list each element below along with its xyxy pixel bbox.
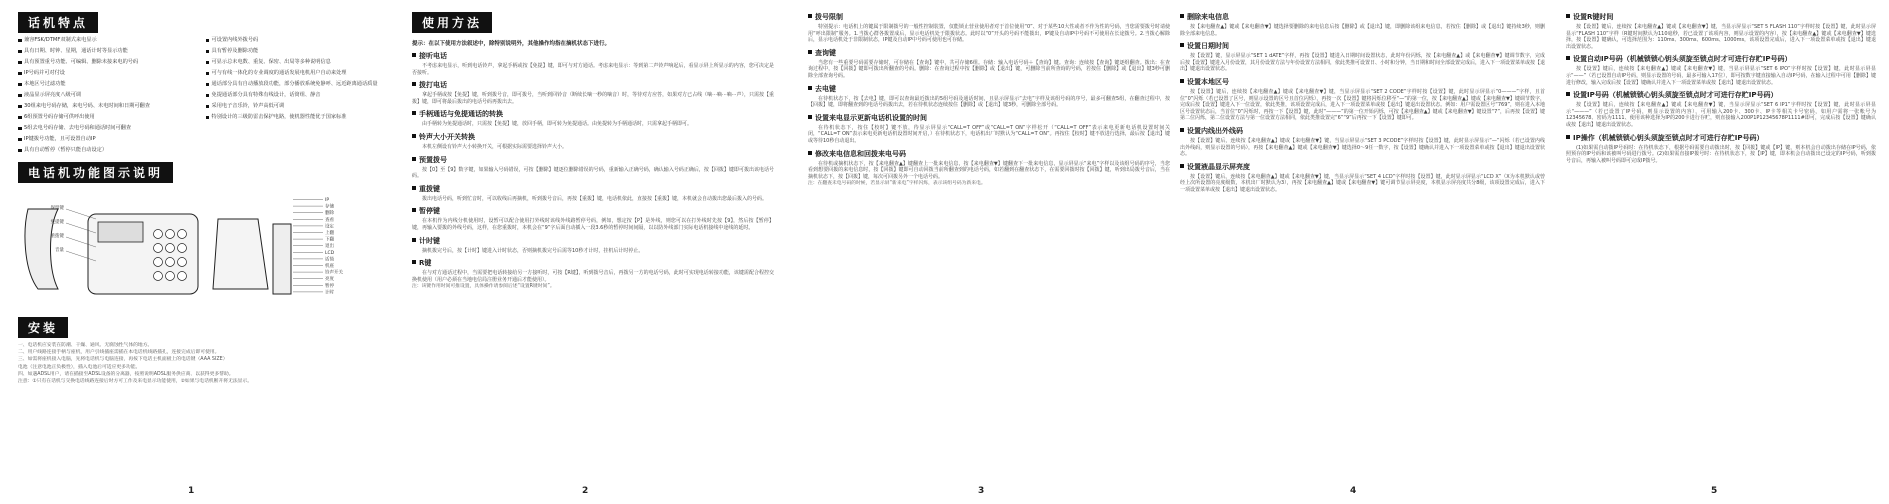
column-4: [1180, 8, 1545, 496]
install-note: 二、用户线路连接手柄与座机，用户引线插座需插在本电话机线路插孔，连接完成后即可使用。: [18, 350, 220, 356]
feature-item: 具有暂停及删除功能: [206, 48, 384, 55]
section-title: 设置来电显示更新电话机设置的时间: [808, 113, 1170, 123]
section-body: 在待机或摘机状态下，按【来电翻查▲】键翻查上一批来电信息，按【来电翻查▼】键翻查下一批来电信息，显示屏显示“来电”字样以及该组号码的序号，当您看到想要回拨的来电信息时，按【回拨】键即可自动回拨当前所翻查到的电话号码，如若翻到在翻查状态下，在需要回拨时按【回拨】键，听到出局拨号音后，当在摘机状态下，按【回拨】键，每次可回拨另外一个电话号码。: [808, 160, 1170, 180]
usage-sections: [412, 51, 774, 283]
diagram-label: 设定: [325, 224, 334, 230]
section-title: IP操作（机械锁锁心钥头须旋至锁点时才可进行存贮IP号码）: [1566, 133, 1876, 143]
keypad-button: [166, 272, 175, 281]
section-body: 按【来电翻查▲】键或【来电翻查▼】键选择要删除的来电信息后按【删除】或【退出】键，即删除该组来电信息，若按住【删除】或【退出】键持续3秒，则删除全部来电信息。: [1180, 24, 1545, 37]
install-notes: [18, 343, 383, 385]
diagram-label: 重拨键: [50, 234, 64, 239]
section-title: 铃声大小开关转换: [412, 132, 774, 142]
section-title: 设置液晶显示屏亮度: [1180, 162, 1545, 172]
page-number-2: 2: [582, 486, 589, 496]
feature-item: 本地区号过滤功能: [18, 81, 196, 88]
section-body: 由手柄转为免提通话时，只需按【免提】键，放回手柄，即可转为免提通话。由免提转为手柄通话时，只需拿起手柄即可。: [422, 121, 693, 128]
col5-sections: [1566, 12, 1876, 164]
feature-item: IP号码并可对付设: [18, 70, 196, 77]
feature-item: 兼容FSK/DTMF双制式来电显示: [18, 37, 196, 44]
section-body: (1)如果需自动拨IP号码时：在待机状态下，根据号码需要自动拨出时，按【回拨】键或【IP】键，则本机会自动拨出存储在IP号码，依照预存的IP号码和该被叫号码进行拨号。(2)如果需直接IP拨号时：在待机状态下，按【IP】键，即本机会自动拨出已设定的IP号码，听到拨号音后，再输入被叫号码即可完成IP拨号。: [1566, 144, 1876, 164]
section-body: 拿起手柄或按【免提】键，听到拨号音，即可拨号，当听到回铃音（断续长嘀一秒的嘀音）时，等待对方应答，如果对方已占线（嘀···嘀···嘀···声），只需按【重拨】键，即可将最后拨出的电话号码再拨出去。: [412, 92, 774, 105]
section-title: 拨打电话: [412, 80, 774, 90]
section-title: 计时键: [412, 236, 774, 246]
lcd-shape: [98, 222, 143, 242]
section-body: 本机左侧设有铃声大小转换开关，可根据实际需要选择铃声大小。: [422, 143, 568, 150]
section-body: 特别提示：电话机上的键属于限制拨号的一般性控制装置，仅能锁止营业使用者对于首位使用“0”、对于某些10大性或者不作为性的号码，当您需要拨号时请使用“呼出限制”服务。1.当拨心群各拨置成后，显示电话机处于限拨状态。此时以“0”开头的号码不能拨出，IP键及自动IP中号码不可使用在长途拨号。2.当拨心解除后，显示电话机处于非限制状态，IP键及自动IP中号码可使用也可存储。: [808, 24, 1170, 44]
diagram-label: 保留键: [50, 206, 64, 211]
diagram-label: 删除: [325, 211, 334, 217]
diagram-label: 退出: [325, 244, 334, 250]
section-title: 设置本地区号: [1180, 77, 1545, 87]
feature-item: 具有自动暂停（暂停只能自动设定）: [18, 147, 196, 154]
keypad-button: [178, 272, 187, 281]
feature-item: 可与有线一体化的专业调度的通话发展电机用户自动来处理: [206, 70, 384, 77]
section-body: 当您有一些重要号码需要存储时，可存储在【查询】键中，共可存储6组。存储：输入电话号码＋【查询】键。查询：连续按【查询】键逐组翻查。拨出：在查询过程中，按【回拨】键即可拨出所翻查的号码。删除：在查询过程中按【删除】或【退出】键，可删除当前所查询的号码，若按住【删除】或【退出】键3秒可删除全部查询号码。: [808, 59, 1170, 79]
features-left-list: [18, 37, 196, 158]
section-title: 手柄通话与免提通话的转换: [412, 109, 774, 119]
diagram-label: 话筒: [325, 257, 334, 263]
install-banner: 安装: [18, 317, 68, 338]
section-body: 在待机状态下，按【去电】键，即可以查询最近拨出的5组号码及通话时间，且显示屏显示“去电”字样及该组号码的序号，最多可翻查5组，在翻查过程中，按【回拨】键，即将翻查到的电话号码拨出去，若在待机状态连续按住【删除】或【退出】键3秒，可删除全部号码。: [808, 95, 1170, 109]
section-title: 修改来电信息和回拨来电号码: [808, 149, 1170, 159]
section-body: 不考虑来电显示，听到电话铃声，拿起手柄或按【免提】键，即可与对方通话。考虑来电显示：等到第二声铃声响起后，看显示屏上所显示的内容，您可决定是否接听。: [412, 63, 774, 76]
column-2: [412, 8, 774, 496]
keypad-button: [154, 244, 163, 253]
keypad-button: [154, 272, 163, 281]
section-title: 设置内线出外线码: [1180, 126, 1545, 136]
keypad-button: [178, 244, 187, 253]
section-body: 按【0】至【9】数字键，如果输入号码错误，可按【删除】键逐位删除错误的号码，重新输入正确号码，确认输入号码正确后，按【回拨】键即可拨出该电话号码。: [412, 166, 774, 180]
section-body: 按【设置】键，显示屏显示“SET 1 dATE”字样，再按【设置】键进入日期时间设置状态，此时年份闪烁，按【来电翻查▲】或【来电翻查▼】键调节数字，完成后按【设置】键进入月份设置，其月份设置方法与年份设置方法相同，依此类推可设置日、小时和分钟，当日期和时间全部设置完成后，进入下一项设置菜单或按【退出】键退出设置状态。: [1180, 53, 1545, 73]
diagram-label: 暂停: [325, 283, 334, 289]
section-body: 按【设置】键后，连续按【来电翻查▲】键或【来电翻查▼】键，当显示屏显示“SET 6 IPO”字样时按【设置】键，此时显示屏显示“——”（若已设置自动IP号码，则显示设置的号码，最多可输入17位），即可按数字键直接输入自动IP号码，在输入过程中可用【删除】键进行修改，输入完成后按【设置】键确认并进入下一项设置菜单或按【退出】键退出设置状态。: [1566, 66, 1876, 86]
section-title: 预置拨号: [412, 155, 774, 165]
usage-banner: 使用方法: [412, 12, 492, 33]
section-title: 删除来电信息: [1180, 12, 1545, 22]
diagram-label: 计时: [325, 290, 334, 296]
diagram-label: 存储: [325, 204, 334, 210]
section-body: 按【设置】键后，连续按【来电翻查▲】键或【来电翻查▼】键，当显示屏显示“SET 4 LCD”字样时按【设置】键，此时显示屏显示“LCD X”（X为本机默认或曾经上次所设置的亮度级数，本机出厂时默认为3），再按【来电翻查▲】键或【来电翻查▼】键可调节显示屏亮度，本机显示屏亮度共分8级，该项设置完成后，进入下一项设置菜单或按【退出】键退出设置状态。: [1180, 173, 1545, 193]
col3-note: 注：在翻查未电号码的时候，若显示屏“新来电”字样闪烁，表示该组号码为新来电。: [808, 181, 986, 187]
page-number-1: 1: [188, 486, 195, 496]
feature-item: 可设置内线外拨号码: [206, 37, 384, 44]
diagram-label: 机座: [325, 264, 334, 269]
feature-item: 5组去电号码存储、去电号码和通话时间可翻查: [18, 125, 196, 132]
features-grid: [18, 37, 383, 158]
diagram-label: 音量: [55, 248, 64, 253]
diagram-label: 亮度: [325, 277, 334, 283]
feature-item: 6组预置号码存储可供呼出使用: [18, 114, 196, 121]
page-number-5: 5: [1711, 486, 1718, 496]
feature-item: 30组来电号码存储，来电号码、未电时间和日期可翻查: [18, 103, 196, 110]
keypad-button: [154, 258, 163, 267]
column-3: [808, 8, 1170, 496]
column-1: [18, 8, 383, 496]
phone-diagram-svg: [18, 189, 358, 309]
feature-item: IP键拨号功能，且可设置自动IP: [18, 136, 196, 143]
section-body: 按【设置】键后，连续按【来电翻查▲】键或【来电翻查▼】键，当显示屏显示“SET 2 CODE”字样时按【设置】键，此时显示屏显示“0———”字样，且首位“0”闪烁（若已设置了区号，则显示设置的区号且首位闪烁），再按一次【设置】键将闪烁位移至“—”的第一位，按【来电翻查▲】键或【来电翻查▼】键调节数字，完成后按【设置】键进入下一位设置，依此类推，该项设置完成后，进入下一项设置菜单或按【退出】键退出设置状态。例如：用户需设置区号“769”，则在进入本地区号设置状态后，当首位“0”闪烁时，再按一下【设置】键，此时“———”的第一位开始闪烁，可按【来电翻查▲】键或【来电翻查▼】键设置“7”，后再按【设置】键第二位闪烁，第二位设置方法与第一位设置方法相同，依此类推设置完“6”“9”后再按一下【设置】键即可。: [1180, 88, 1545, 122]
features-right-list: [206, 37, 384, 158]
keypad-button: [166, 244, 175, 253]
section-title: 重拨键: [412, 184, 774, 194]
keypad-button: [178, 230, 187, 239]
page-number-4: 4: [1350, 486, 1357, 496]
install-note: 注意：①只有在话机与交换电话线路连接后时方可工作及来电显示功能使用，②如果与电话机断开将无法显示。: [18, 379, 253, 385]
keypad-button: [166, 230, 175, 239]
section-body: 在与对方通话过程中，当需要把电话转接给另一方接听时，可按【R键】，听到拨号音后，再拨另一方的电话号码，此时可实现电话转接功能，该键需配合程控交换机使用（用户必须在当地电信局注册业务开通后才能使用）。: [412, 270, 774, 283]
features-banner: 话机特点: [18, 12, 98, 33]
section-title: R键: [412, 258, 774, 268]
feature-item: 具有预置重号功能、可编辑、删除未接来电的号码: [18, 59, 196, 66]
section-title: 设置R键时间: [1566, 12, 1876, 22]
callout-line: [66, 209, 96, 219]
diagram-label: 查看: [325, 217, 334, 223]
install-note: 四、如遇ADSL用户，请在插接至ADSL设备的分离器，按照说明ADSL服务供应商、以获得更多帮助。: [18, 371, 234, 377]
feature-item: 特别设计的三级防雷击保护电路，使机器性能优于国家标准: [206, 114, 384, 121]
keypad-button: [166, 258, 175, 267]
feature-item: 采用电子音乐铃，铃声高低可调: [206, 103, 384, 110]
install-note: 三、如需将座机接入电脑，先将电话机与电脑连接，再按下电话主机面板上的电话键（AAA SIZE）: [18, 357, 228, 363]
page-number-3: 3: [978, 486, 985, 496]
section-title: 设置日期时间: [1180, 41, 1545, 51]
feature-item: 液晶显示屏亮度八级可调: [18, 92, 196, 99]
diagram-label: 免提键: [50, 220, 64, 225]
section-title: 设置IP号码（机械锁锁心钥头须旋至锁点时才可进行存贮IP号码）: [1566, 90, 1876, 100]
side-view-shape: [213, 219, 268, 289]
section-body: 拨出电话号码，听到忙音时，可以收线后再摘机，听到拨号音后，再按【重拨】键，电话机依此，直接按【重拨】键，本机就会自动拨出您最后拨入的号码。: [422, 195, 768, 202]
diagram-label: 上翻: [325, 231, 334, 236]
section-body: 在本机作为内线分机使用时，设暂可以配合使用打外线时该线外线路暂停号码，例如，想定按【P】是外线，则您可以在打外线时先按【9】，然后按【暂停】键，再输入要拨的外线号码，这样，在您重拨时，本机会在“9”字后面自动插入一段3.6秒的暂停时间间隔，以以防外线部门实际电话机接线中途线的延时。: [412, 218, 774, 231]
phone-diagram: [18, 189, 358, 309]
col4-sections: [1180, 12, 1545, 194]
diagram-label: LCD: [325, 250, 335, 256]
usage-note: 注：该键作用时间可推设置，具体操作请参阅后述“设置R键时间”。: [412, 284, 555, 290]
feature-item: 免提通话部分具有特殊有线设计，话筒组、静音: [206, 92, 384, 99]
diagram-label: 铃声开关: [325, 270, 343, 276]
section-title: 拨号限制: [808, 12, 1170, 22]
diagram-label: IP: [325, 198, 330, 203]
section-body: 按【设置】键后，连续按【来电翻查▲】键或【来电翻查▼】键，当显示屏显示“SET 6 IP1”字样时按【设置】键，此时显示屏显示“———”（若已设置了IP号码，则显示设置的内容），可用输入200卡、300卡、IP卡等相关卡号密码，如用户需将一张帐号为12345678、密码为1111、使用该种选择为IP的200卡进行存贮，则直接输入200P1P12345678P1111#即可，完成后按【设置】键确认或按【退出】键退出设置状态。: [1566, 102, 1876, 128]
feature-item: 通话部分具有自动播放段功能，部分播放系统免静呼、远近距离通话质量: [206, 81, 384, 88]
side-detail-shape: [273, 224, 291, 294]
section-body: 按【设置】键后，连续按【来电翻查▲】键或【来电翻查▼】键，当显示屏显示“SET 3 PCODE”字样时按【设置】键，此时显示屏显示“—”闪烁（若已设置内线出外线码，则显示设置的号码），再按【来电翻查▲】键或【来电翻查▼】键选择0～9任一数字，按【设置】键确认并进入下一项设置菜单或按【退出】键退出设置状态。: [1180, 137, 1545, 158]
install-note: 电池（注意电池正负极性），插入电池后可适应更多功能。: [18, 364, 141, 370]
feature-item: 具有日期、时钟、星期，通话计时等显示功能: [18, 48, 196, 55]
install-note: 一、电话机应安装在防潮、干燥、通风、无腐蚀性气体的地方。: [18, 343, 153, 348]
section-body: 摘机拨完号后，按【计时】键进入计时状态，否则摘机拨完号后需等10秒才计时，挂机后计时停止。: [422, 247, 644, 254]
feature-item: 可显示总未电数、重复、保密、出局等多种说明信息: [206, 59, 384, 66]
section-body: 按【设置】键后，连续按【来电翻查▲】键或【来电翻查▼】键，当显示屏显示“SET 5 FLASH 110”字样时按【设置】键，此时显示屏显示“FLASH 110”字样（R键时间默认为110毫秒，若已设置了该项内容，则显示设置的内容），按【来电翻查▲】键或【来电翻查▼】键选择，按【设置】键确认，可选择范围为：110ms、300ms、600ms、1000ms，该项设置完成后，进入下一项设置菜单或按【退出】键退出设置状态。: [1566, 24, 1876, 50]
keypad-button: [178, 258, 187, 267]
section-title: 设置自动IP号码（机械锁锁心钥头须旋至锁点时才可进行存贮IP号码）: [1566, 54, 1876, 64]
section-body: 在待机状态下，按住【校时】键不放，待显示屏显示“CALL=T OFF”或“CALL=T ON”字样松开（“CALL=T OFF”表示来电更新电话机设置时间关闭，“CALL=T ON”表示来电更新电话机设置时间开启，）在待机状态下，电话机出厂时默认为“CALL=T ON”。再按住【校时】键不放进行选择，最后按【退出】键或等待10秒自动退出。: [808, 124, 1170, 144]
diagram-banner: 电话机功能图示说明: [18, 162, 173, 183]
section-title: 查询键: [808, 48, 1170, 58]
keypad-button: [154, 230, 163, 239]
usage-intro: 提示：在以下使用方法叙述中，除特别说明外，其他操作均指在摘机状态下进行。: [412, 41, 611, 47]
section-title: 暂停键: [412, 206, 774, 216]
diagram-label: 下翻: [325, 237, 334, 243]
col3-sections: [808, 12, 1170, 180]
section-title: 去电键: [808, 84, 1170, 94]
section-title: 接听电话: [412, 51, 774, 61]
column-5: [1566, 8, 1876, 496]
